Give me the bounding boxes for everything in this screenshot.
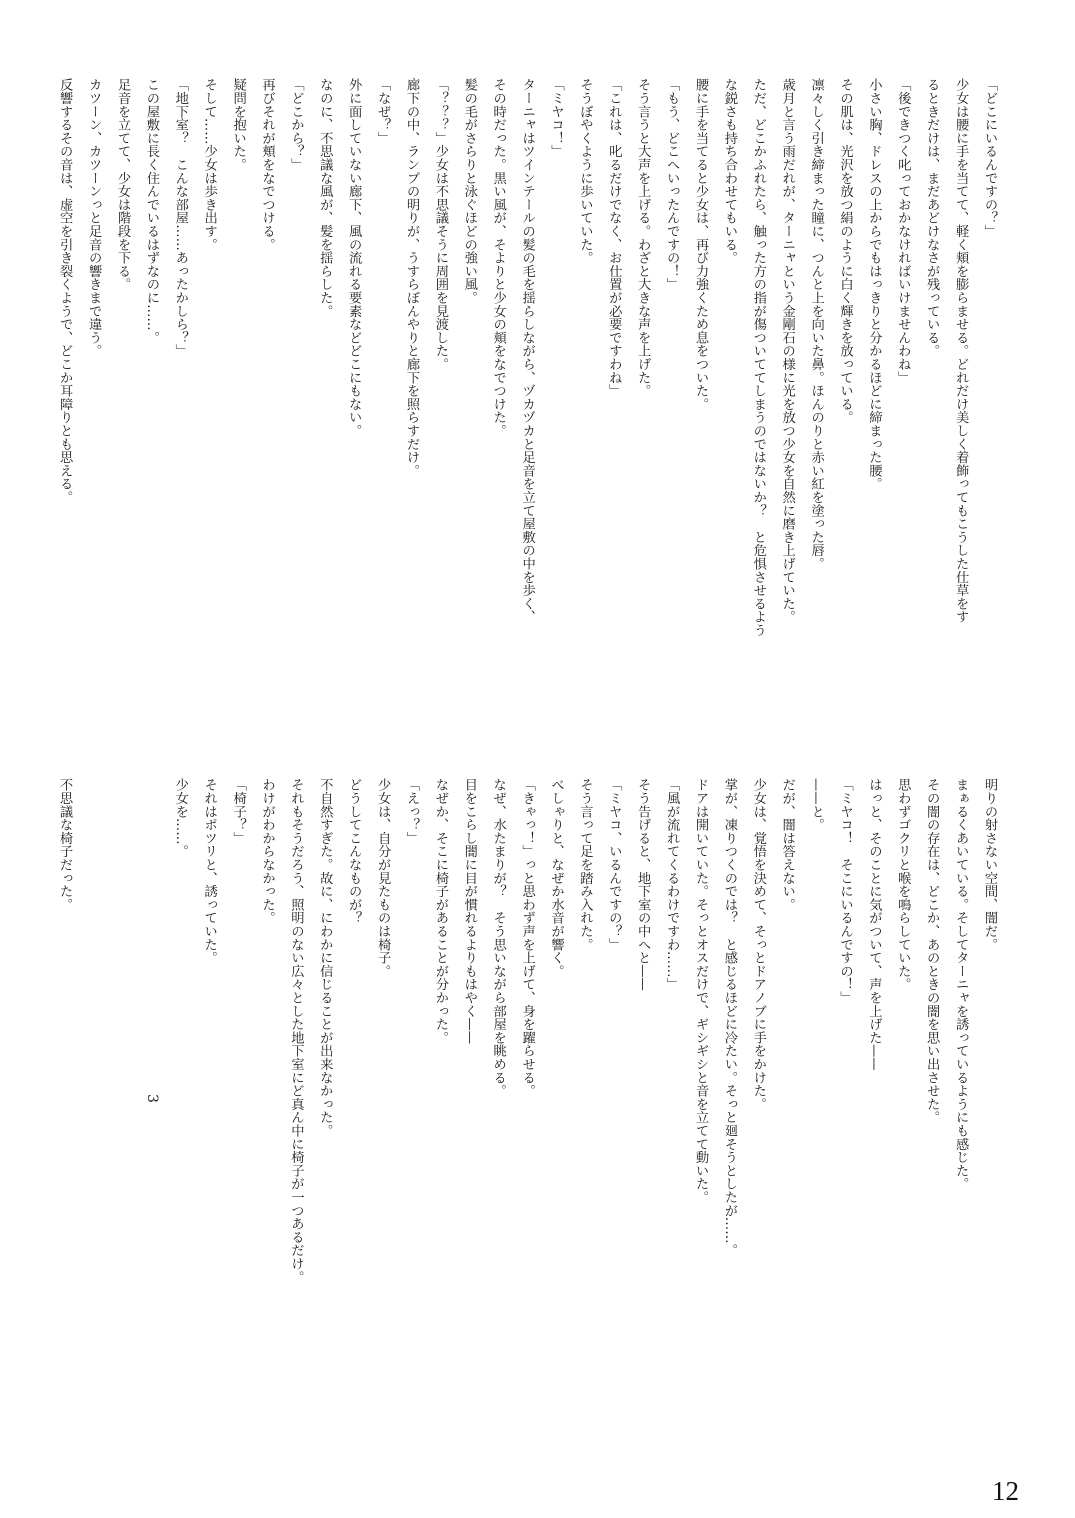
text-line: 「ミヤコ！ そこにいるんですの！」	[837, 778, 853, 1005]
text-line: 外に面していない廊下、風の流れる要素などどこにもない。	[346, 78, 362, 438]
text-line: 疑問を抱いた。	[230, 78, 246, 172]
text-line: それはポツリと、誘っていた。	[201, 778, 217, 965]
text-line: べしゃりと、なぜか水音が響く。	[548, 778, 564, 978]
section-number: 3	[144, 1093, 160, 1103]
text-line: 「これは、叱るだけでなく、お仕置が必要ですわね」	[606, 78, 622, 398]
text-line: 明りの射さない空間、闇だ。	[982, 778, 997, 951]
text-line: なのに、不思議な風が、髪を揺らした。	[317, 78, 333, 318]
text-line: 髪の毛がさらりと泳ぐほどの強い風。	[461, 78, 477, 305]
text-line: そう告げると、地下室の中へと——	[635, 778, 651, 991]
text-line: 「椅子？」	[230, 778, 246, 845]
text-line: わけがわからなかった。	[259, 778, 275, 925]
text-line: 「もう、どこへいったんですの！」	[664, 78, 680, 291]
text-line: 小さい胸、ドレスの上からでもはっきりと分かるほどに締まった腰。	[866, 78, 882, 491]
text-line: 「地下室？ こんな部屋……あったかしら？」	[172, 78, 188, 358]
text-line: その肌は、光沢を放つ絹のように白く輝きを放っている。	[837, 78, 853, 424]
text-line: カツーン、カツーンっと足音の響きまで違う。	[86, 78, 102, 358]
text-line: 少女は、自分が見たものは椅子。	[375, 778, 391, 978]
text-line: そうぼやくように歩いていた。	[577, 78, 593, 265]
text-line: なぜ、水たまりが？ そう思いながら部屋を眺める。	[490, 778, 506, 1098]
text-line: 腰に手を当てると少女は、再び力強くため息をついた。	[693, 78, 708, 411]
text-line: るときだけは、まだあどけなさが残っている。	[924, 78, 940, 358]
text-line: まぁるくあいている。そしてターニャを誘っているようにも感じた。	[953, 778, 969, 1191]
text-line: 「？？？」少女は不思議そうに周囲を見渡した。	[432, 78, 448, 371]
text-block-upper	[0, 78, 1075, 638]
text-line: どうしてこんなものが？	[346, 778, 362, 925]
text-line: ドアは開いていた。そっとオスだけで、ギシギシと音を立てて動いた。	[693, 778, 708, 1204]
text-line: 「ミヤコ、いるんですの？」	[606, 778, 622, 951]
text-line: 目をこらし闇に目が慣れるよりもはやく——	[461, 778, 477, 1044]
text-line: そう言うと大声を上げる。わざと大きな声を上げた。	[635, 78, 651, 398]
text-line: 歳月と言う雨だれが、ターニャという金剛石の様に光を放つ少女を自然に磨き上げていた。	[779, 78, 795, 624]
text-line: 反響するその音は、虚空を引き裂くようで、どこか耳障りとも思える。	[57, 78, 73, 504]
text-line: 「どこから？」	[288, 78, 304, 172]
text-line: 凛々しく引き締まった瞳に、つんと上を向いた鼻。ほんのりと赤い紅を塗った唇。	[808, 78, 824, 571]
text-line: そう言って足を踏み入れた。	[577, 778, 593, 951]
text-line: はっと、そのことに気がついて、声を上げた——	[866, 778, 882, 1071]
text-line: ただ、どこかふれたら、触った方の指が傷ついててしまうのではないか？ と危惧させるよう	[750, 78, 766, 637]
text-line: 「ミヤコ！」	[548, 78, 564, 158]
text-line: 「風が流れてくるわけですわ……」	[664, 778, 680, 991]
text-line: 「えっ？」	[404, 778, 419, 845]
text-line: ——と。	[808, 778, 824, 832]
text-line: 不思議な椅子だった。	[57, 778, 72, 911]
text-line: 「なぜ？」	[375, 78, 391, 145]
text-line: 廊下の中、ランプの明りが、うすらぼんやりと廊下を照らすだけ。	[404, 78, 419, 477]
text-line: その闇の存在は、どこか、あのときの闇を思い出させた。	[924, 778, 940, 1124]
text-line: 「どこにいるんですの？」	[982, 78, 997, 238]
text-line: 少女は、覚悟を決めて、そっとドアノブに手をかけた。	[750, 778, 766, 1111]
text-line: この屋敷に長く住んでいるはずなのに……。	[143, 78, 159, 344]
text-line: だが、闇は答えない。	[779, 778, 795, 911]
text-line: 「後できつく叱っておかなければいけませんわね」	[895, 78, 911, 384]
text-line: そして……少女は歩き出す。	[201, 78, 217, 251]
text-line: なぜか、そこに椅子があることが分かった。	[432, 778, 448, 1044]
text-line: 少女を……。	[172, 778, 188, 858]
text-line: ターニャはツインテールの髪の毛を揺らしながら、ヅカヅカと足音を立て屋敷の中を歩く、	[519, 78, 535, 624]
text-line: 不自然すぎた。故に、にわかに信じることが出来なかった。	[317, 778, 333, 1138]
page-number: 12	[992, 1476, 1019, 1506]
text-line: 再びそれが頬をなでつける。	[259, 78, 275, 251]
text-line: それもそうだろう、照明のない広々とした地下室にど真ん中に椅子が一つあるだけ。	[288, 778, 304, 1284]
text-line: 掌が、凍りつくのでは？ と感じるほどに冷たい。そっと廻そうとしたが……。	[721, 778, 737, 1257]
text-line: その時だった。黒い風が、そよりと少女の頬をなでつけた。	[490, 78, 506, 438]
text-line: 足音を立てて、少女は階段を下る。	[115, 78, 130, 291]
text-block-lower	[0, 778, 1075, 1338]
text-line: な鋭さも持ち合わせてもいる。	[721, 78, 737, 265]
text-line: 少女は腰に手を当てて、軽く頬を膨らませる。どれだけ美しく着飾ってもこうした仕草をす	[953, 78, 969, 624]
text-line: 思わずゴクリと喉を鳴らしていた。	[895, 778, 911, 991]
text-line: 「きゃっ！」っと思わず声を上げて、身を躍らせる。	[519, 778, 535, 1098]
